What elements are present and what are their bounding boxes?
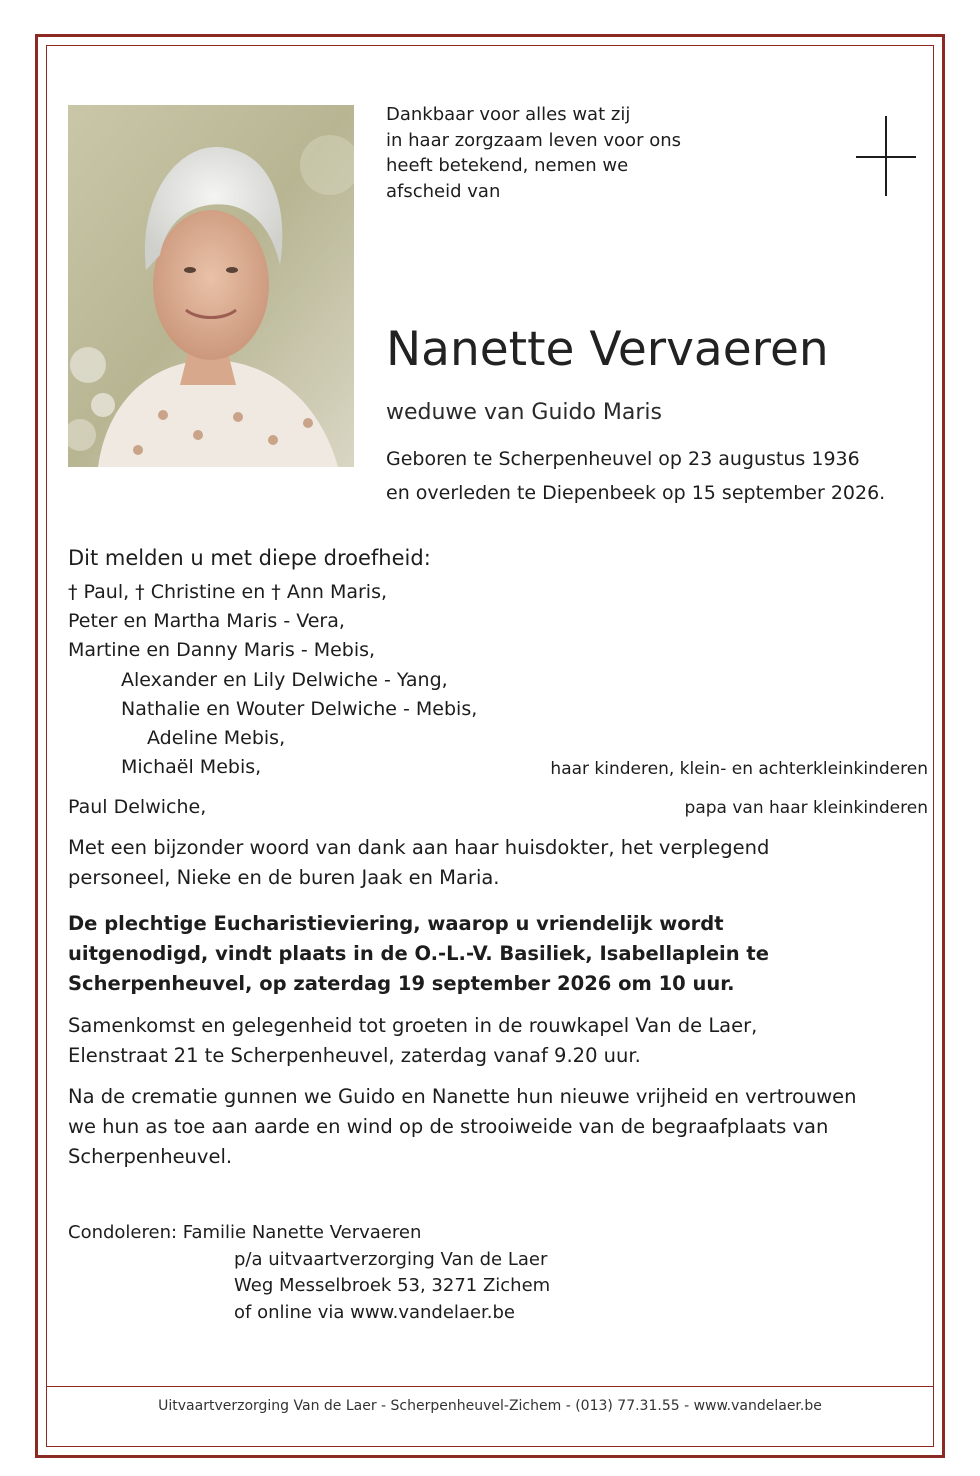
- intro-line: heeft betekend, nemen we: [386, 155, 629, 176]
- family-line: Adeline Mebis,: [147, 726, 286, 749]
- meeting-paragraph: [68, 1011, 928, 1071]
- ceremony-line: De plechtige Eucharistieviering, waarop u vriendelijk wordt: [68, 912, 724, 935]
- family-line: Martine en Danny Maris - Mebis,: [68, 639, 376, 662]
- meeting-line: Elenstraat 21 te Scherpenheuvel, zaterdag vanaf 9.20 uur.: [68, 1044, 641, 1067]
- family-line: Michaël Mebis,: [121, 756, 262, 779]
- cremation-line: Scherpenheuvel.: [68, 1145, 233, 1168]
- ceremony-line: Scherpenheuvel, op zaterdag 19 september 2026 om 10 uur.: [68, 972, 735, 995]
- condolence-block: [68, 1220, 550, 1326]
- intro-line: Dankbaar voor alles wat zij: [386, 104, 631, 125]
- portrait-photo: [68, 105, 354, 467]
- ceremony-paragraph: [68, 909, 928, 999]
- thanks-paragraph: [68, 833, 928, 893]
- cross-icon: [856, 116, 916, 196]
- birth-line: Geboren te Scherpenheuvel op 23 augustus 1936: [386, 448, 860, 470]
- family-line: Alexander en Lily Delwiche - Yang,: [121, 668, 448, 691]
- ceremony-line: uitgenodigd, vindt plaats in de O.-L.-V. Basiliek, Isabellaplein te: [68, 942, 769, 965]
- intro-line: afscheid van: [386, 180, 501, 202]
- cremation-line: Na de crematie gunnen we Guido en Nanette hun nieuwe vrijheid en vertrouwen: [68, 1085, 857, 1108]
- paul-line: Paul Delwiche,: [68, 796, 207, 818]
- thanks-line: Met een bijzonder woord van dank aan haar huisdokter, het verplegend: [68, 836, 770, 859]
- footer-text: Uitvaartverzorging Van de Laer - Scherpenheuvel-Zichem - (013) 77.31.55 - www.vandelaer.be: [158, 1398, 822, 1414]
- death-line: en overleden te Diepenbeek op 15 september 2026.: [386, 482, 886, 504]
- condolence-line: Weg Messelbroek 53, 3271 Zichem: [234, 1275, 551, 1296]
- intro-line: in haar zorgzaam leven voor ons: [386, 129, 681, 151]
- meeting-line: Samenkomst en gelegenheid tot groeten in de rouwkapel Van de Laer,: [68, 1014, 758, 1037]
- thanks-line: personeel, Nieke en de buren Jaak en Maria.: [68, 866, 500, 889]
- condolence-line: p/a uitvaartverzorging Van de Laer: [234, 1248, 548, 1270]
- cremation-line: we hun as toe aan aarde en wind op de strooiweide van de begraafplaats van: [68, 1115, 829, 1138]
- cremation-paragraph: [68, 1082, 928, 1172]
- family-list: [68, 578, 477, 782]
- deceased-name: Nanette Vervaeren: [386, 322, 829, 377]
- intro-text: [386, 102, 681, 204]
- announcement-heading: Dit melden u met diepe droefheid:: [68, 546, 431, 570]
- condolence-line: Condoleren: Familie Nanette Vervaeren: [68, 1222, 422, 1243]
- birth-death-dates: [386, 442, 885, 510]
- family-line: Peter en Martha Maris - Vera,: [68, 610, 345, 633]
- condolence-line: of online via www.vandelaer.be: [234, 1301, 516, 1323]
- widow-line: weduwe van Guido Maris: [386, 400, 662, 425]
- family-line: Nathalie en Wouter Delwiche - Mebis,: [121, 697, 478, 720]
- family-line: † Paul, † Christine en † Ann Maris,: [68, 581, 388, 603]
- footer-divider: [46, 1386, 934, 1387]
- relation-paul: papa van haar kleinkinderen: [684, 798, 928, 818]
- relation-children: haar kinderen, klein- en achterkleinkinderen: [550, 759, 928, 779]
